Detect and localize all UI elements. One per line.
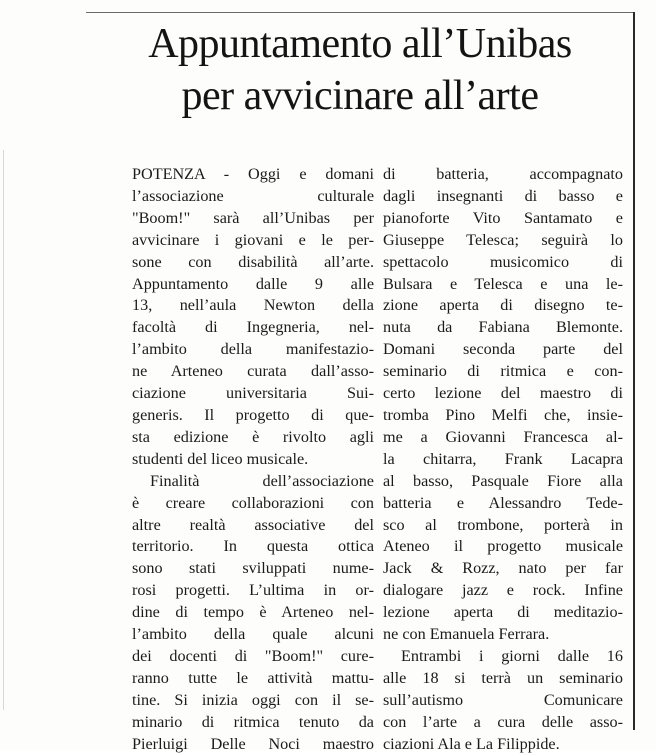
left-scan-edge [3,150,4,710]
left-column-line: 13, nell’aula Newton della [132,296,374,315]
right-column-line: Ateneo il progetto musicale [383,537,623,556]
right-column-line: la chitarra, Frank Lacapra [383,449,623,468]
left-column-line: altre realtà associative del [132,515,374,534]
article-headline [100,18,620,122]
right-column-line: Bulsara e Telesca e una le- [383,274,623,293]
left-column-line: ne Arteneo curata dall’asso- [132,362,374,381]
right-column-line: dagli insegnanti di basso e [383,186,623,205]
right-column-line: Giuseppe Telesca; seguirà lo [383,230,623,249]
right-column-line: sco al trombone, porterà in [383,515,623,534]
left-column-line: dei docenti di "Boom!" cure- [132,646,374,665]
left-column-line: avvicinare i giovani e le per- [132,230,374,249]
right-column-line: Entrambi i giorni dalle 16 [401,646,623,665]
left-column-line: territorio. In questa ottica [132,537,374,556]
article-column-right [383,164,623,755]
right-column-line: ciazioni Ala e La Filippide. [383,734,560,753]
right-column-line: me a Giovanni Francesca al- [383,427,623,446]
left-column-line: minario di ritmica tenuto da [132,712,374,731]
right-column-line: tromba Pino Melfi che, insie- [383,405,623,424]
top-border-rule [86,12,634,13]
right-column-line: spettacolo musicomico di [383,252,623,271]
left-column-line: l’associazione culturale [132,186,374,205]
left-column-line: Appuntamento dalle 9 alle [132,274,374,293]
left-column-line: facoltà di Ingegneria, nel- [132,318,374,337]
right-column-line: di batteria, accompagnato [383,165,623,183]
right-column-line: Domani seconda parte del [383,340,623,359]
left-column-line: è creare collaborazioni con [132,493,374,512]
right-column-line: zione aperta di disegno te- [383,296,623,315]
left-column-line: ciazione universitaria Sui- [132,384,374,403]
right-column-rule [633,12,635,730]
left-column-line: l’ambito della quale alcuni [132,625,374,644]
right-column-line: nuta da Fabiana Blemonte. [383,318,623,337]
right-column-line: al basso, Pasquale Fiore alla [383,471,623,490]
right-column-line: Jack & Rozz, nato per far [383,559,623,578]
left-column-line: "Boom!" sarà all’Unibas per [132,208,374,227]
right-column-line: batteria e Alessandro Tede- [383,493,623,512]
right-column-line: ne con Emanuela Ferrara. [383,625,550,644]
right-column-line: con l’arte a cura delle asso- [383,712,623,731]
headline-line-2: per avvicinare all’arte [181,73,539,119]
left-column-line: l’ambito della manifestazio- [132,340,374,359]
left-column-line: sta edizione è rivolto agli [132,427,374,446]
right-column-line: lezione aperta di meditazio- [383,603,623,622]
headline-line-1: Appuntamento all’Unibas [148,21,572,67]
left-column-line: studenti del liceo musicale. [132,449,309,468]
right-column-line: sull’autismo Comunicare [383,690,623,709]
right-column-line: alle 18 si terrà un seminario [383,668,623,687]
left-column-line: rosi progetti. L’ultima in or- [132,581,374,600]
left-column-line: tine. Si inizia oggi con il se- [132,690,374,709]
left-column-line: ranno tutte le attività mattu- [132,668,374,687]
left-column-line: generis. Il progetto di que- [132,405,374,424]
right-column-line: dialogare jazz e rock. Infine [383,581,623,600]
right-column-line: seminario di ritmica e con- [383,362,623,381]
left-column-line: POTENZA - Oggi e domani [132,165,374,183]
left-column-line: Finalità dell’associazione [150,471,374,490]
left-column-line: sone con disabilità all’arte. [132,252,374,271]
article-column-left [132,164,374,755]
left-column-line: Pierluigi Delle Noci maestro [132,734,374,753]
left-column-line: sono stati sviluppati nume- [132,559,374,578]
right-column-line: certo lezione del maestro di [383,384,623,403]
right-column-line: pianoforte Vito Santamato e [383,208,623,227]
left-column-line: dine di tempo è Arteneo nel- [132,603,374,622]
